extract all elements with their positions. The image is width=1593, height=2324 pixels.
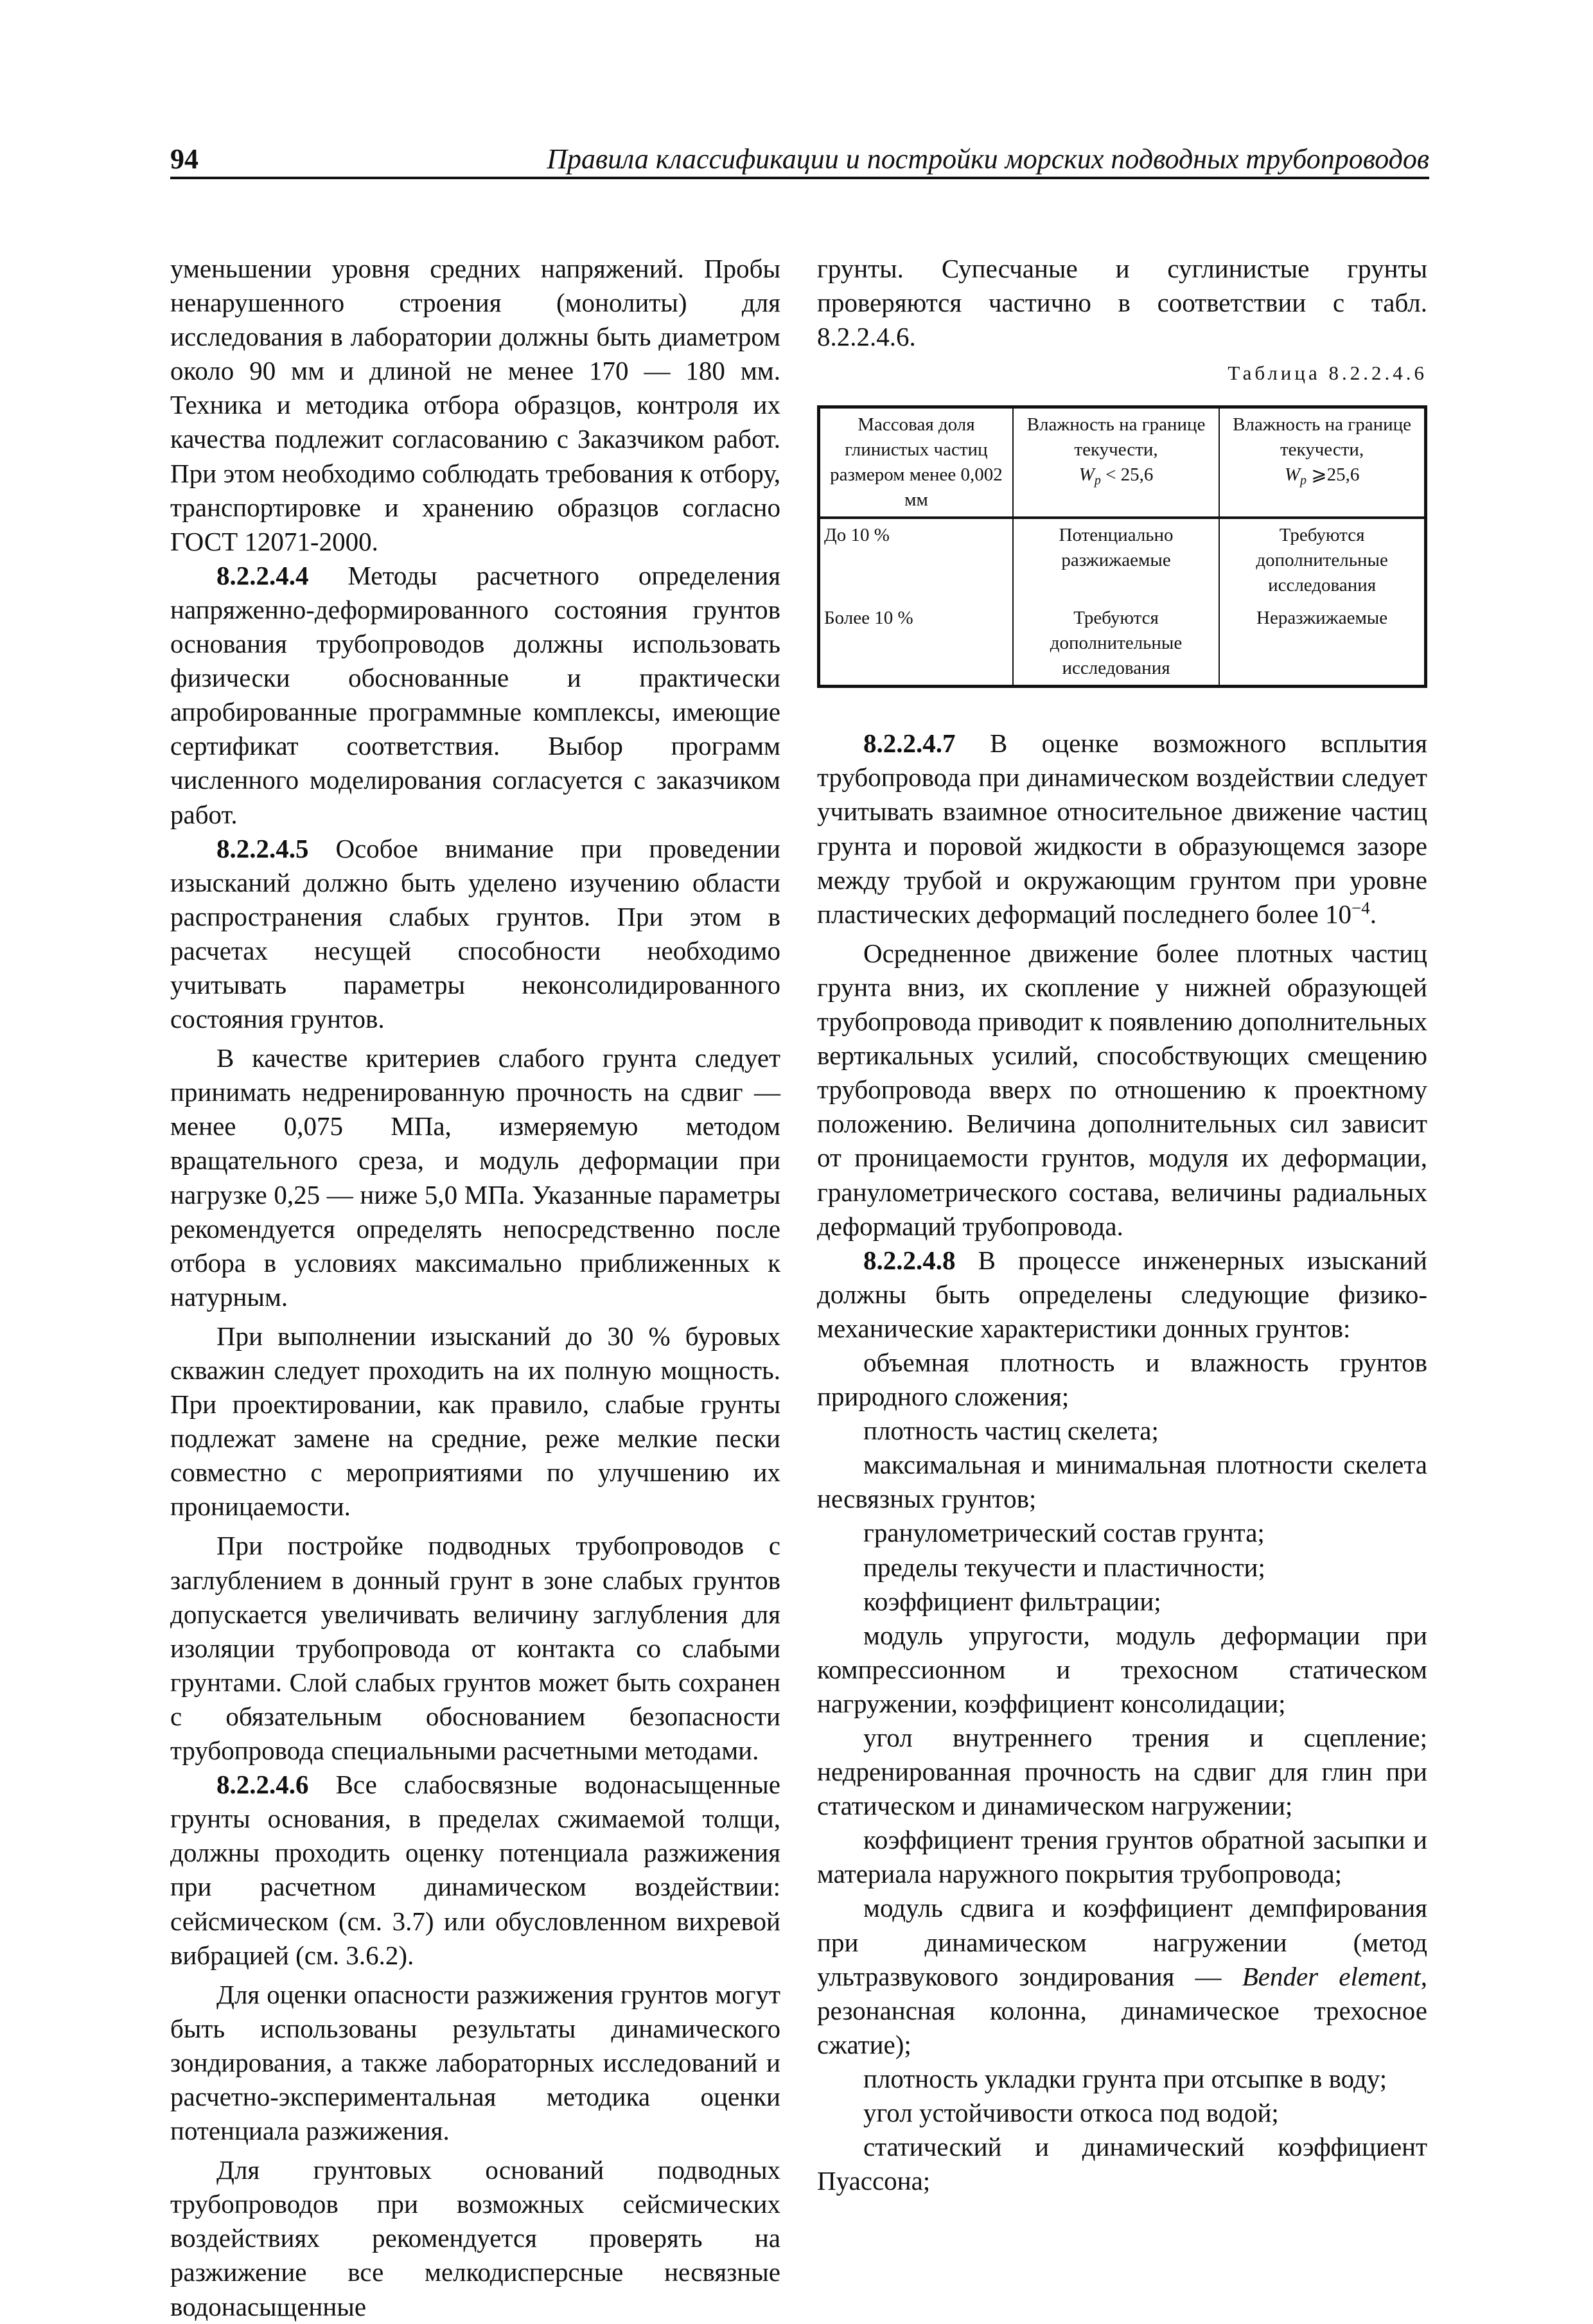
paragraph: При постройке подводных трубопроводов с заглублением в донный грунт в зоне слабых грунтов допускается увеличивать величину заглубления для изоляции трубопровода от контакта со слабыми грунтами. Слой слабых грунтов может быть сохранен с обязательным обоснованием безопасности трубопровода специальными расчетными методами. (170, 1531, 780, 1766)
paragraph: Для оценки опасности разжижения грунтов могут быть использованы результаты динамического зондирования, а также лабораторных исследований и расчетно-экспериментальная методика оценки потенциала разжижения. (170, 1979, 780, 2146)
list-item: угол внутреннего трения и сцепление; недренированная прочность на сдвиг для глин при статическом и динамическом нагружении; (817, 1723, 1427, 1821)
list-item: коэффициент фильтрации; (863, 1586, 1161, 1616)
clause-8-2-2-4-7: 8.2.2.4.7 В оценке возможного всплытия трубопровода при динамическом воздействии следует учитывать взаимное относительное движение частиц грунта и поровой жидкости в образующемся зазоре между трубой и окружающим грунтом при уровне пластических деформаций последнего более $10^{-4}$. (817, 728, 1427, 929)
list-item: коэффициент трения грунтов обратной засыпки и материала наружного покрытия трубопровода; (817, 1825, 1427, 1889)
clause-number: 8.2.2.4.5 (216, 833, 309, 863)
list-item: плотность частиц скелета; (863, 1416, 1159, 1446)
table-row (819, 518, 1426, 602)
left-column (170, 252, 780, 2324)
table-cell: До 10 % (819, 518, 1013, 602)
clause-number: 8.2.2.4.4 (216, 560, 309, 590)
paragraph: При выполнении изысканий до 30 % буровых скважин следует проходить на их полную мощность. При проектировании, как правило, слабые грунты подлежат замене на средние, реже мелкие пески совместно с мероприятиями по улучшению их проницаемости. (170, 1321, 780, 1522)
list-item: модуль упругости, модуль деформации при компрессионном и трехосном статическом нагружении, коэффициент консолидации; (817, 1620, 1427, 1718)
table-cell: Более 10 % (819, 602, 1013, 687)
clause-number: 8.2.2.4.6 (216, 1770, 309, 1800)
list-item: угол устойчивости откоса под водой; (863, 2098, 1279, 2128)
table-row (819, 602, 1426, 687)
list-item: гранулометрический состав грунта; (863, 1518, 1265, 1548)
table-cell: Потенциально разжижаемые (1013, 518, 1219, 602)
list-item: статический и динамический коэффициент Пуассона; (817, 2132, 1427, 2196)
table-cell: Требуются дополнительные исследования (1219, 518, 1425, 602)
list-item: максимальная и минимальная плотности скелета несвязных грунтов; (817, 1450, 1427, 1514)
clause-8-2-2-4-4: 8.2.2.4.4 Методы расчетного определения напряженно-деформированного состояния грунтов основания трубопроводов должны использовать физически обоснованные и практически апробированные программные комплексы, имеющие сертификат соответствия. Выбор программ численного моделирования согласуется с заказчиком работ. (170, 560, 780, 829)
paragraph: Для грунтовых оснований подводных трубопроводов при возможных сейсмических воздействиях рекомендуется проверять на разжижение все мелкодисперсные несвязные водонасыщенные (170, 2155, 780, 2321)
clause-8-2-2-4-5: 8.2.2.4.5 Особое внимание при проведении изысканий должно быть уделено изучению области распространения слабых грунтов. При этом в расчетах несущей способности необходимо учитывать параметры неконсолидированного состояния грунтов. (170, 833, 780, 1034)
clause-8-2-2-4-6: 8.2.2.4.6 Все слабосвязные водонасыщенные грунты основания, в пределах сжимаемой толщи, должны проходить оценку потенциала разжижения при расчетном динамическом воздействии: сейсмическом (см. 3.7) или обусловленном вихревой вибрацией (см. 3.6.2). (170, 1770, 780, 1970)
list-item: пределы текучести и пластичности; (863, 1552, 1265, 1582)
liquefaction-table (817, 405, 1427, 688)
table-header-row (819, 407, 1426, 518)
running-title: Правила классификации и постройки морских подводных трубопроводов (547, 143, 1429, 175)
paragraph: уменьшении уровня средних напряжений. Пробы ненарушенного строения (монолиты) для исследования в лаборатории должны быть диаметром около 90 мм и длиной не менее 170 — 180 мм. Техника и методика отбора образцов, контроля их качества подлежит согласованию с Заказчиком работ. При этом необходимо соблюдать требования к отбору, транспортировке и хранению образцов согласно ГОСТ 12071-2000. (170, 254, 780, 556)
header-rule (170, 177, 1429, 179)
page-number: 94 (170, 143, 198, 175)
list-item: объемная плотность и влажность грунтов природного сложения; (817, 1347, 1427, 1412)
table-cell: Требуются дополнительные исследования (1013, 602, 1219, 687)
page-header (170, 143, 1429, 179)
table-header-cell: Влажность на границе текучести, $W_p$ ⩾25,6 (1219, 407, 1425, 518)
clause-number: 8.2.2.4.7 (863, 728, 956, 759)
right-column (817, 252, 1427, 2198)
table-cell: Неразжижаемые (1219, 602, 1425, 687)
paragraph: В качестве критериев слабого грунта следует принимать недренированную прочность на сдвиг — менее 0,075 МПа, измеряемую методом вращательного среза, и модуль деформации при нагрузке 0,25 — ниже 5,0 МПа. Указанные параметры рекомендуется определять непосредственно после отбора в условиях максимально приближенных к натурным. (170, 1043, 780, 1312)
table-header-cell: Влажность на границе текучести, $W_p < 25,6$ (1013, 407, 1219, 518)
list-item: модуль сдвига и коэффициент демпфирования при динамическом нагружении (метод ультразвукового зондирования — Bender element, резонансная колонна, динамическое трехосное сжатие); (817, 1893, 1427, 2059)
clause-8-2-2-4-8: 8.2.2.4.8 В процессе инженерных изысканий должны быть определены следующие физико-механические характеристики донных грунтов: (817, 1245, 1427, 1343)
paragraph: грунты. Супесчаные и суглинистые грунты проверяются частично в соответствии с табл. 8.2.2.4.6. (817, 254, 1427, 352)
paragraph: Осредненное движение более плотных частиц грунта вниз, их скопление у нижней образующей трубопровода приводит к появлению дополнительных вертикальных усилий, способствующих смещению трубопровода вверх по отношению к проектному положению. Величина дополнительных сил зависит от проницаемости грунтов, модуля их деформации, гранулометрического состава, величины радиальных деформаций трубопровода. (817, 938, 1427, 1241)
table-header-cell: Массовая доля глинистых частиц размером менее 0,002 мм (819, 407, 1013, 518)
list-item: плотность укладки грунта при отсыпке в воду; (863, 2063, 1387, 2093)
clause-number: 8.2.2.4.8 (863, 1245, 956, 1275)
table-caption: Таблица 8.2.2.4.6 (1228, 362, 1427, 385)
